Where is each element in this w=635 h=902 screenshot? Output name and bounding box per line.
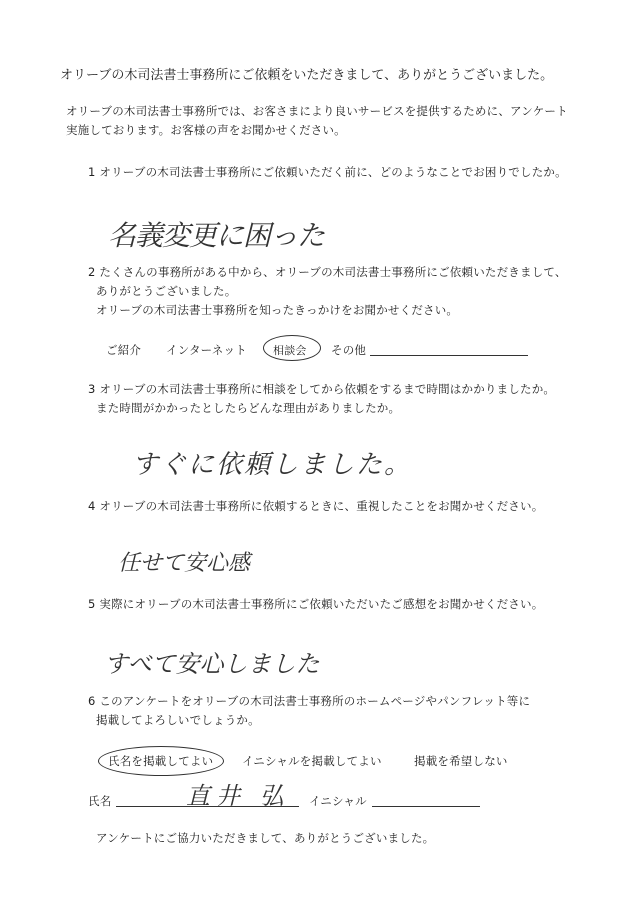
answer-3-handwritten: すぐに依頼しました。 xyxy=(132,450,413,480)
initial-line xyxy=(372,806,480,807)
question-3-line-1: 3 オリーブの木司法書士事務所に相談をしてから依頼をするまで時間はかかりましたか。 xyxy=(88,382,556,396)
question-4: 4 オリーブの木司法書士事務所に依頼するときに、重視したことをお聞かせください。 xyxy=(88,499,544,513)
option-publish-initials: イニシャルを掲載してよい xyxy=(242,754,382,768)
survey-title: オリーブの木司法書士事務所にご依頼をいただきまして、ありがとうございました。 xyxy=(60,68,554,83)
question-2-line-1: 2 たくさんの事務所がある中から、オリーブの木司法書士事務所にご依頼いただきまして、 xyxy=(88,265,567,279)
option-internet: インターネット xyxy=(166,343,247,357)
initial-label: イニシャル xyxy=(309,794,367,808)
closing-thanks: アンケートにご協力いただきまして、ありがとうございました。 xyxy=(96,831,435,845)
option-other: その他 xyxy=(331,343,367,357)
question-6-line-2: 掲載してよろしいでしょうか。 xyxy=(96,713,260,727)
option-no-publish: 掲載を希望しない xyxy=(414,754,508,768)
question-2-line-3: オリーブの木司法書士事務所を知ったきっかけをお聞かせください。 xyxy=(96,303,459,317)
name-handwritten: 直井 弘 xyxy=(186,782,290,810)
answer-4-handwritten: 任せて安心感 xyxy=(118,551,251,576)
answer-1-handwritten: 名義変更に困った xyxy=(108,219,325,252)
question-5: 5 実際にオリーブの木司法書士事務所にご依頼いただいたご感想をお聞かせください。 xyxy=(88,597,544,611)
intro-line-1: オリーブの木司法書士事務所では、お客さまにより良いサービスを提供するために、アンケート xyxy=(66,104,568,118)
answer-5-handwritten: すべて安心しました xyxy=(104,650,320,678)
option-referral: ご紹介 xyxy=(106,343,142,357)
question-3-line-2: また時間がかかったとしたらどんな理由がありましたか。 xyxy=(96,401,401,415)
intro-line-2: 実施しております。お客様の声をお聞かせください。 xyxy=(66,123,346,137)
question-6-line-1: 6 このアンケートをオリーブの木司法書士事務所のホームページやパンフレット等に xyxy=(88,694,531,708)
option-consultation: 相談会 xyxy=(273,344,307,357)
name-label: 氏名 xyxy=(88,794,112,808)
other-write-in-line xyxy=(370,355,528,356)
question-2-line-2: ありがとうございました。 xyxy=(96,284,237,298)
question-1: 1 オリーブの木司法書士事務所にご依頼いただく前に、どのようなことでお困りでしたか。 xyxy=(88,165,567,179)
option-publish-name: 氏名を掲載してよい xyxy=(108,754,214,768)
